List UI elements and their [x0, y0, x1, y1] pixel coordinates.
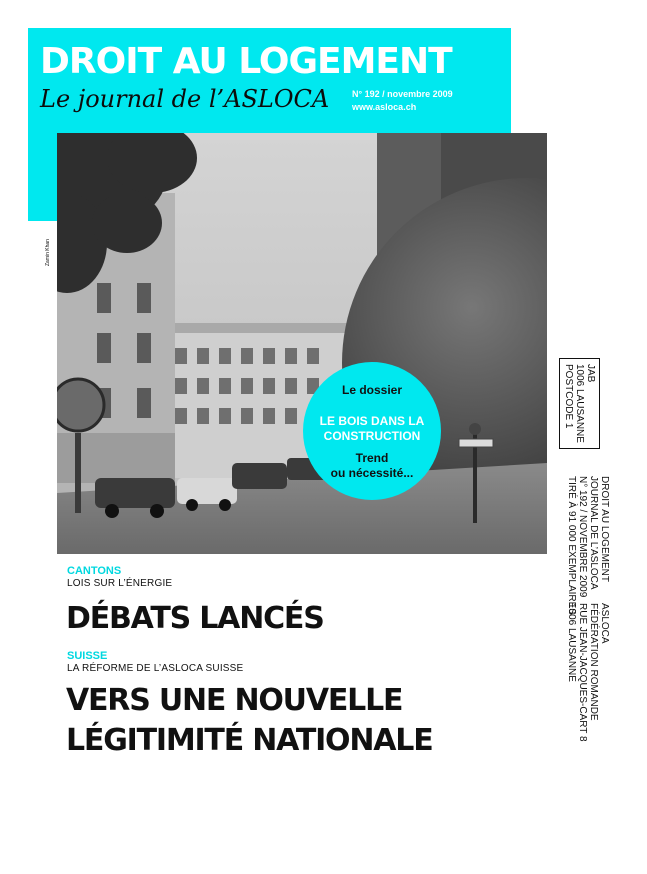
address-line: 1006 LAUSANNE [566, 603, 577, 682]
cover-photo [57, 133, 547, 554]
dossier-label: Le dossier [341, 383, 403, 397]
jab-line: POSTCODE 1 [563, 364, 574, 429]
article-headline[interactable]: DÉBATS LANCÉS [66, 601, 324, 636]
publication-line: TIRÉ À 91 000 EXEMPLAIRES [566, 476, 577, 615]
article-kicker: LA RÉFORME DE L’ASLOCA SUISSE [67, 663, 244, 674]
masthead-title: DROIT AU LOGEMENT [40, 41, 452, 82]
article-kicker: LOIS SUR L’ÉNERGIE [67, 578, 173, 589]
website: www.asloca.ch [352, 102, 417, 112]
address-line: FÉDÉRATION ROMANDE [588, 603, 599, 721]
jab-postal-box [559, 358, 600, 449]
dossier-title-line1: LE BOIS DANS LA [319, 414, 425, 428]
address-line: ASLOCA [599, 603, 610, 644]
photo-credit-text: Zamin Khan [45, 239, 51, 266]
jab-line: JAB [585, 364, 596, 383]
publication-line: DROIT AU LOGEMENT [599, 476, 610, 582]
masthead-subtitle: Le journal de l’ASLOCA [40, 85, 330, 113]
publication-info [566, 476, 610, 615]
dossier-tagline-line2: ou nécessité... [330, 466, 414, 480]
publication-line: N° 192 / NOVEMBRE 2009 [577, 476, 588, 598]
publication-line: JOURNAL DE L’ASLOCA [588, 476, 599, 590]
article-headline[interactable]: VERS UNE NOUVELLE [66, 683, 403, 718]
section-label-cantons: CANTONS [67, 565, 122, 577]
jab-line: 1006 LAUSANNE [574, 364, 585, 443]
dossier-tagline-line1: Trend [355, 451, 389, 465]
address-line: RUE JEAN-JACQUES-CART 8 [577, 603, 588, 742]
issue-number: N° 192 / novembre 2009 [352, 89, 453, 99]
dossier-title-line2: CONSTRUCTION [323, 429, 421, 443]
section-label-suisse: SUISSE [67, 650, 108, 662]
photo-credit [42, 222, 56, 266]
cover-photo-illustration [57, 133, 547, 554]
article-headline[interactable]: LÉGITIMITÉ NATIONALE [66, 723, 433, 758]
dossier-badge[interactable] [303, 362, 441, 500]
federation-address [566, 603, 610, 742]
